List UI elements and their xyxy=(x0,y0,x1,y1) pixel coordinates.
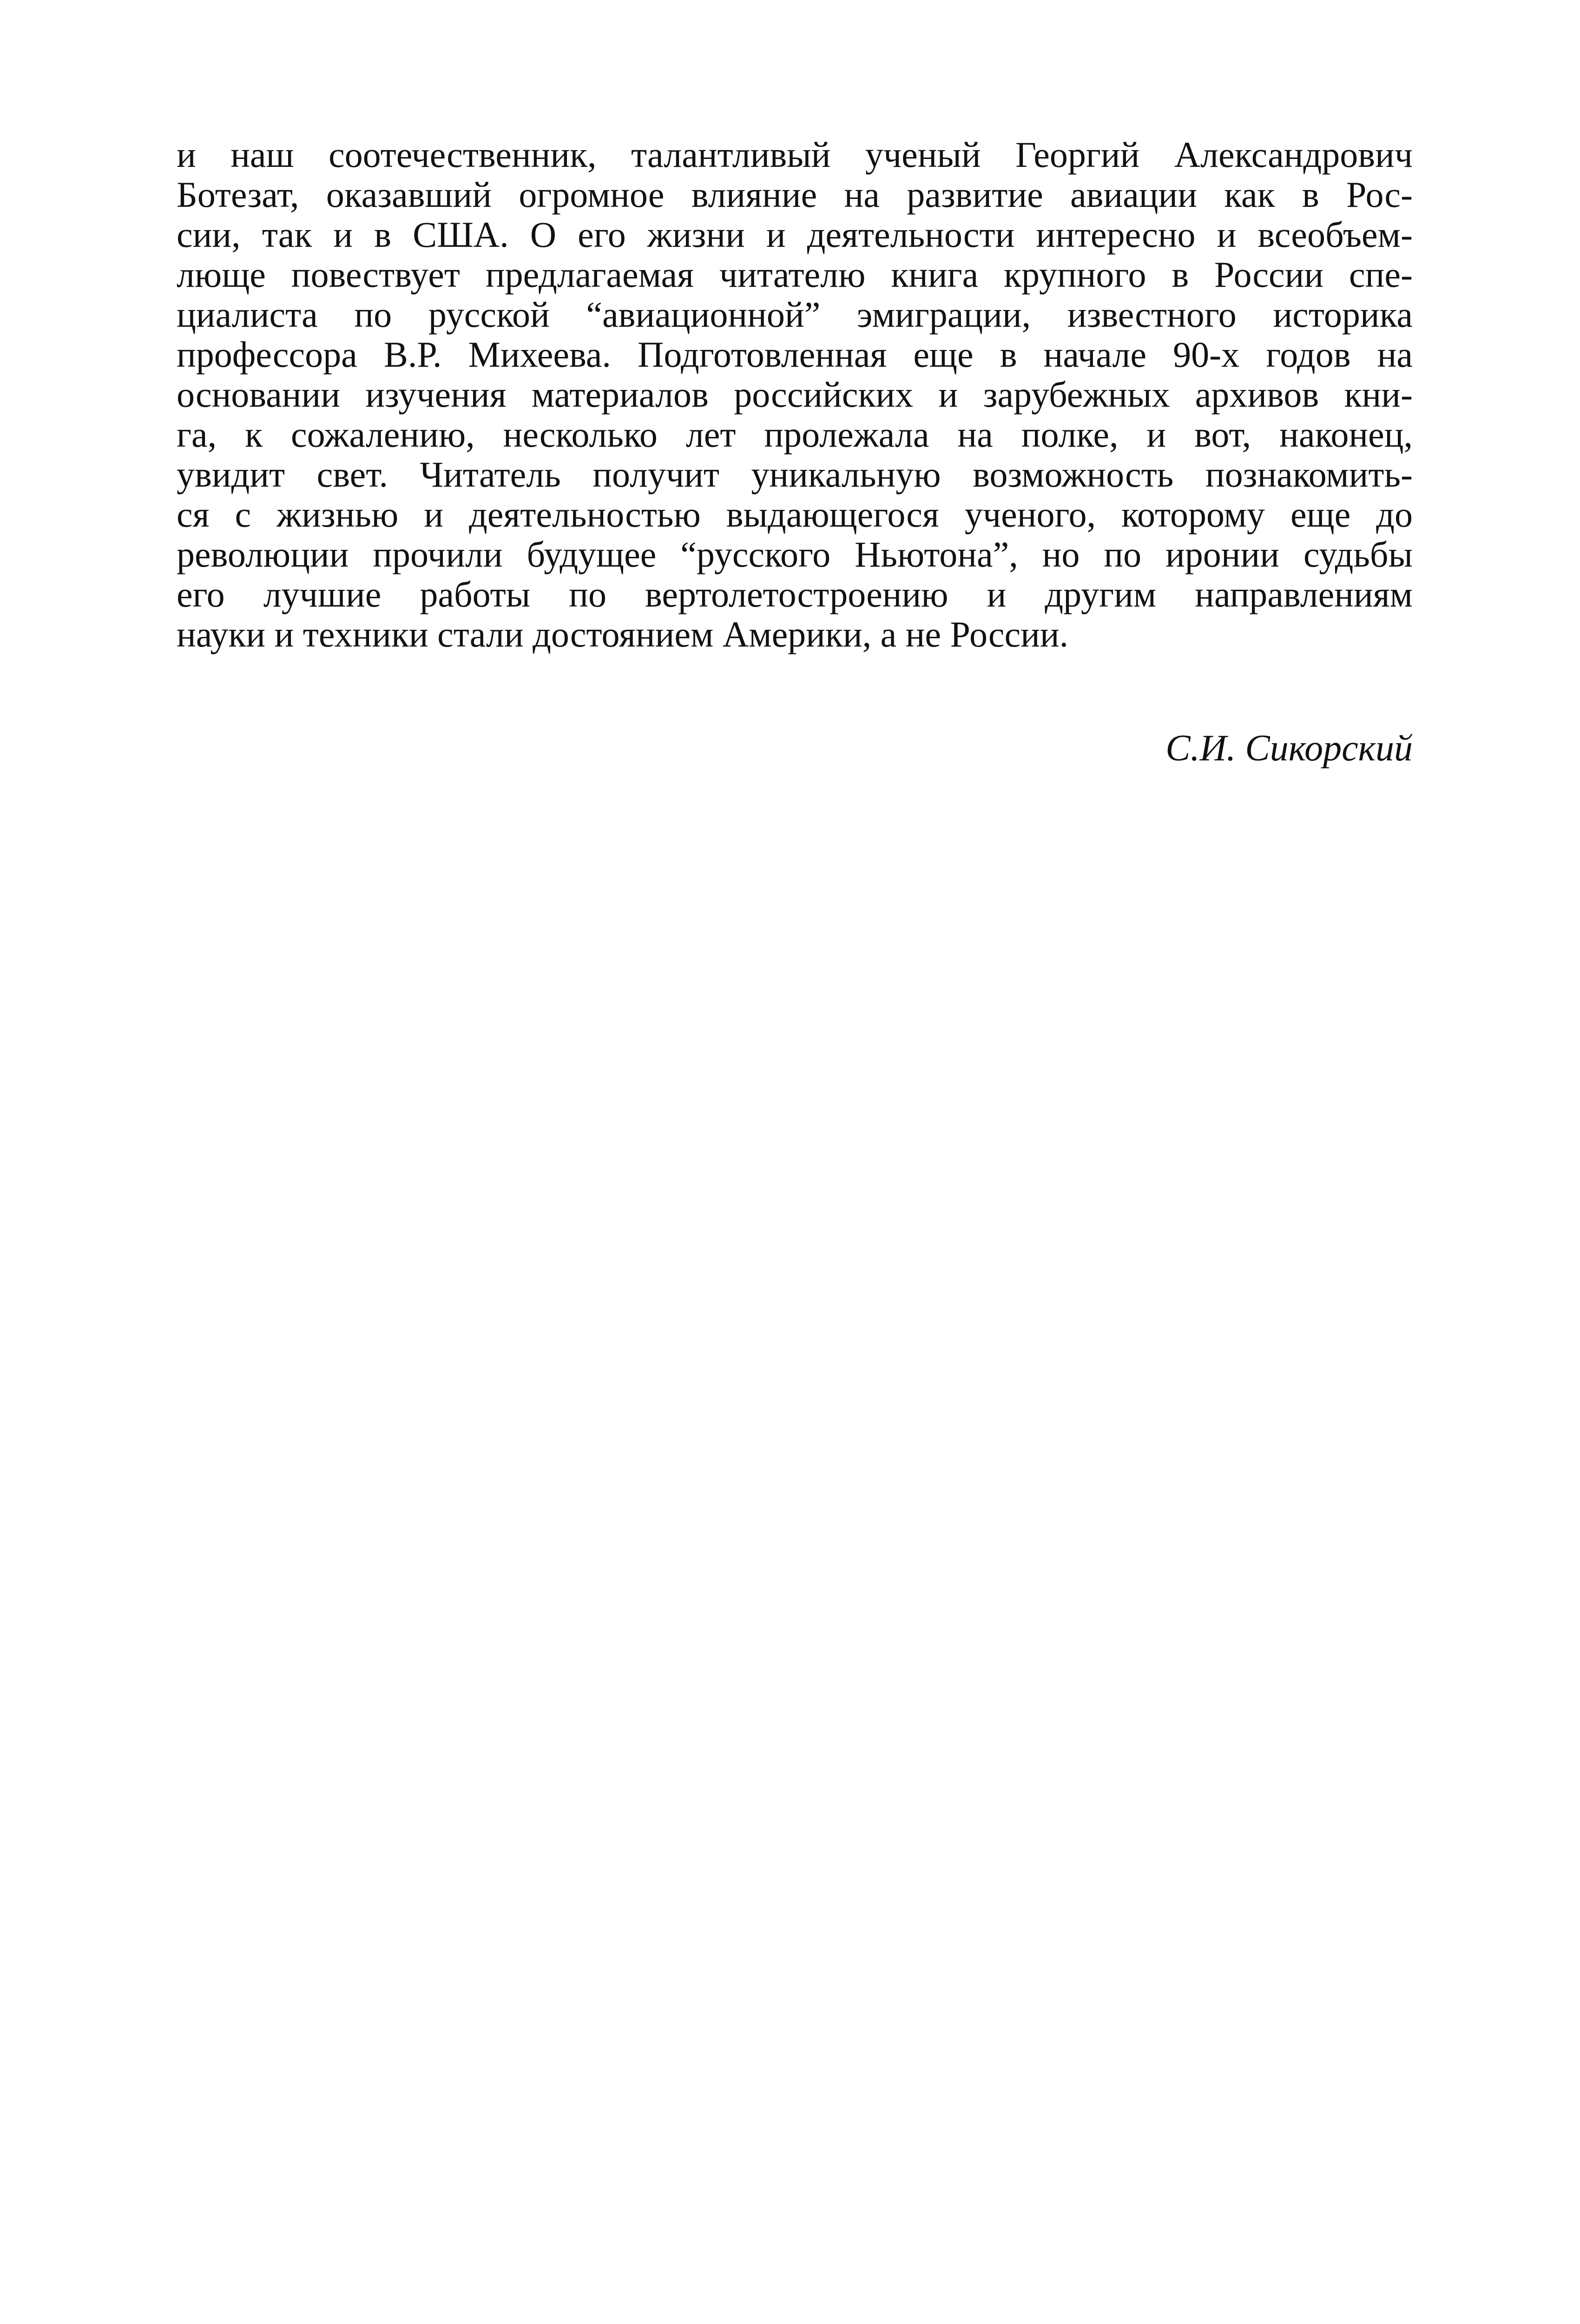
paragraph-line: люще повествует предлагаемая читателю книга крупного в России спе- xyxy=(177,254,1413,295)
paragraph-line: его лучшие работы по вертолетостроению и другим направлениям xyxy=(177,574,1413,614)
paragraph-line: Ботезат, оказавший огромное влияние на развитие авиации как в Рос- xyxy=(177,174,1413,215)
paragraph-line: увидит свет. Читатель получит уникальную возможность познакомить- xyxy=(177,454,1413,495)
paragraph-line: науки и техники стали достоянием Америки, а не России. xyxy=(177,614,1069,654)
paragraph-line: профессора В.Р. Михеева. Подготовленная еще в начале 90-х годов на xyxy=(177,334,1413,375)
paragraph-line: га, к сожалению, несколько лет пролежала на полке, и вот, наконец, xyxy=(177,414,1413,455)
paragraph-line: ся с жизнью и деятельностью выдающегося ученого, которому еще до xyxy=(177,494,1413,535)
paragraph-line: и наш соотечественник, талантливый ученый Георгий Александрович xyxy=(177,134,1413,175)
paragraph-line: сии, так и в США. О его жизни и деятельности интересно и всеобъем- xyxy=(177,214,1413,255)
paragraph-line: революции прочили будущее “русского Ньютона”, но по иронии судьбы xyxy=(177,534,1413,574)
paragraph-line: циалиста по русской “авиационной” эмиграции, известного историка xyxy=(177,294,1413,335)
body-paragraph xyxy=(177,135,1413,654)
paragraph-line: основании изучения материалов российских и зарубежных архивов кни- xyxy=(177,374,1413,415)
author-signature: С.И. Сикорский xyxy=(1165,728,1413,769)
